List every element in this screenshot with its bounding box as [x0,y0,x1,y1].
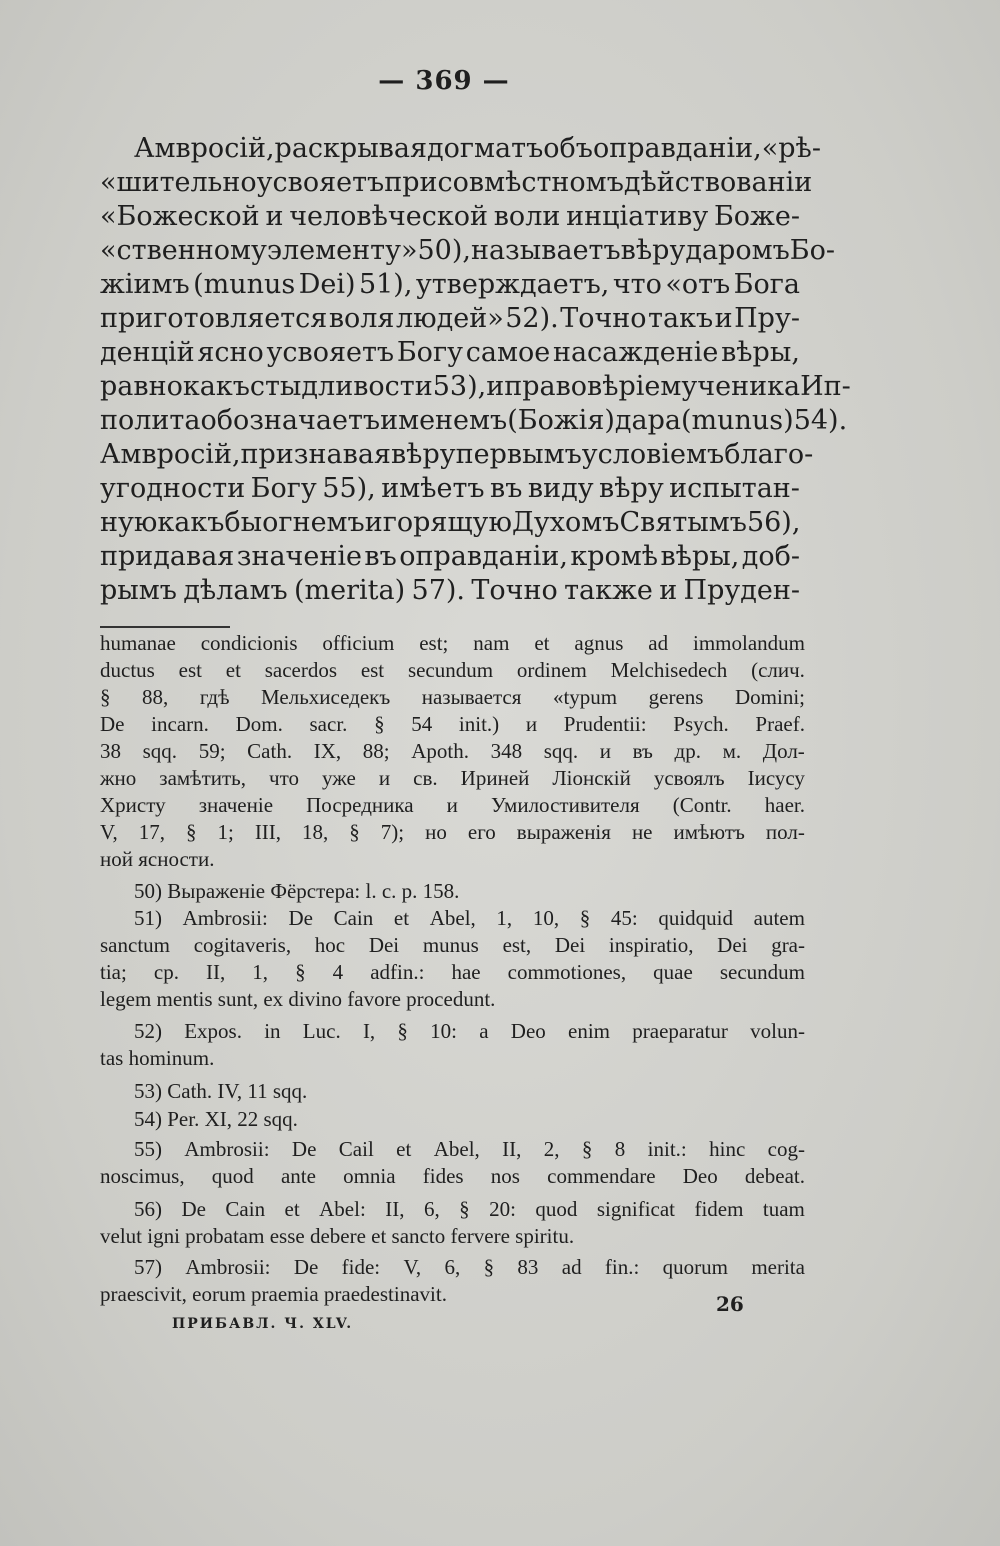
main-line: полита обозначаетъ именемъ (Божія) дара (munus) 54). [100,405,848,436]
footnote-50: 50) Выраженіе Фёрстера: l. c. p. 158. [134,879,460,903]
main-line: рымъ дѣламъ (merita) 57). Точно также и Пруден- [100,575,800,606]
main-line: Амвросій, признавая вѣру первымъ условіемъ благо- [100,439,814,470]
footnote-line: legem mentis sunt, ex divino favore procedunt. [100,987,496,1011]
footnote-divider [100,626,230,628]
footnote-line: De incarn. Dom. sacr. § 54 init.) и Prudentii: Psych. Praef. [100,712,805,736]
page-number: — 369 — [378,66,510,96]
main-line: приготовляется воля людей» 52). Точно такъ и Пру- [100,303,800,334]
footnote-line: humanae condicionis officium est; nam et agnus ad immolandum [100,631,805,655]
main-line: «ственному элементу» 50), называетъ вѣру даромъ Бо- [100,235,836,266]
main-line: угодности Богу 55), имѣетъ въ виду вѣру испытан- [100,473,800,504]
footnote-line: 38 sqq. 59; Cath. IX, 88; Apoth. 348 sqq. и въ др. м. Дол- [100,739,805,763]
footnote-line: praescivit, eorum praemia praedestinavit. [100,1282,447,1306]
sheet-number: 26 [716,1292,744,1316]
main-line: «шительно усвояетъ при совмѣстномъ дѣйствованіи [100,167,813,198]
footnote-line: tia; cp. II, 1, § 4 adfin.: hae commotiones, quae secundum [100,960,805,984]
footnote-52: 52) Expos. in Luc. I, § 10: a Deo enim praeparatur volun- [134,1019,805,1043]
main-line: жіимъ (munus Dei) 51), утверждаетъ, что «отъ Бога [100,269,800,300]
main-line: денцій ясно усвояетъ Богу самое насажденіе вѣры, [100,337,800,368]
footnote-line: Христу значеніе Посредника и Умилостивителя (Contr. haer. [100,793,805,817]
main-line: равно какъ стыдливости 53), и правовѣріе мученика Ип- [100,371,851,402]
main-line: ную какъ бы огнемъ и горящую Духомъ Святымъ 56), [100,507,801,538]
footnote-57: 57) Ambrosii: De fide: V, 6, § 83 ad fin.: quorum merita [134,1255,805,1279]
footnote-line: sanctum cogitaveris, hoc Dei munus est, Dei inspiratio, Dei gra- [100,933,805,957]
footnote-line: ductus est et sacerdos est secundum ordinem Melchisedech (слич. [100,658,805,682]
signature-mark: ПРИБАВЛ. Ч. XLV. [172,1316,354,1332]
footnote-line: noscimus, quod ante omnia fides nos commendare Deo debeat. [100,1164,805,1188]
footnote-line: жно замѣтить, что уже и св. Ириней Ліонскій усвоялъ Іисусу [100,766,805,790]
footnote-54: 54) Per. XI, 22 sqq. [134,1107,298,1131]
footnote-line: ной ясности. [100,847,215,871]
main-line: «Божеской и человѣческой воли инціативу Боже- [100,201,800,232]
main-line: Амвросій, раскрывая догматъ объ оправданіи, «рѣ- [134,133,821,164]
footnote-line: § 88, гдѣ Мельхиседекъ называется «typum gerens Domini; [100,685,805,709]
footnote-56: 56) De Cain et Abel: II, 6, § 20: quod significat fidem tuam [134,1197,805,1221]
main-line: придавая значеніе въ оправданіи, кромѣ вѣры, доб- [100,541,800,572]
footnote-53: 53) Cath. IV, 11 sqq. [134,1079,308,1103]
footnote-line: velut igni probatam esse debere et sancto fervere spiritu. [100,1224,575,1248]
footnote-55: 55) Ambrosii: De Cail et Abel, II, 2, § 8 init.: hinc cog- [134,1137,805,1161]
footnote-line: tas hominum. [100,1046,215,1070]
footnote-line: V, 17, § 1; III, 18, § 7); но его выраженія не имѣютъ пол- [100,820,805,844]
footnote-51: 51) Ambrosii: De Cain et Abel, 1, 10, § 45: quidquid autem [134,906,805,930]
